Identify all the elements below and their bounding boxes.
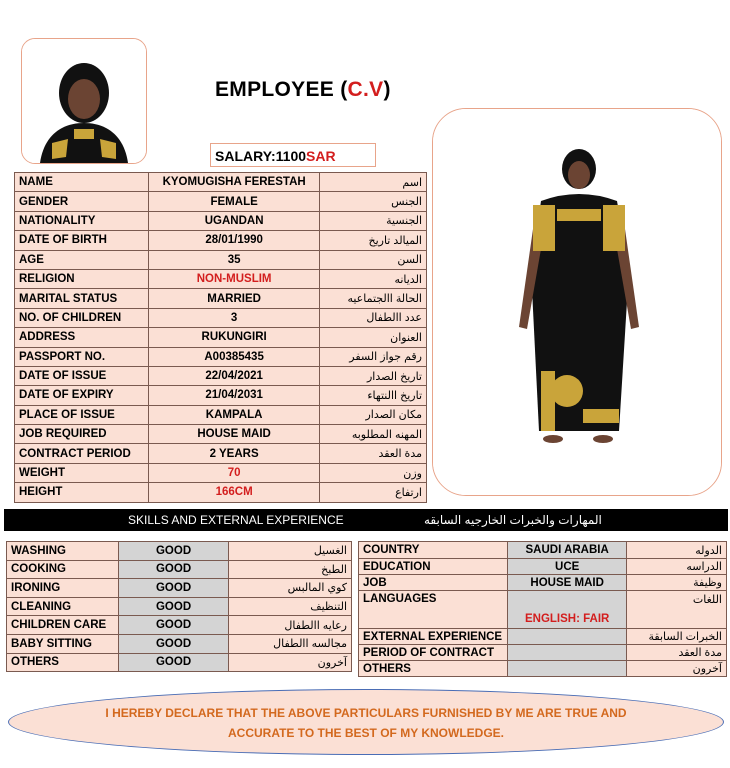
table-row: [15, 386, 427, 405]
exp-value: UCE: [507, 559, 627, 575]
table-row: [15, 483, 427, 502]
table-row: [15, 173, 427, 192]
table-row: [15, 366, 427, 385]
row-label: JOB REQUIRED: [15, 425, 149, 444]
row-label: PASSPORT NO.: [15, 347, 149, 366]
exp-arabic: الخبرات السابقة: [627, 629, 727, 645]
row-value: 22/04/2021: [149, 366, 320, 385]
table-row: [15, 444, 427, 463]
exp-label: COUNTRY: [359, 542, 508, 559]
full-body-image: [433, 109, 721, 495]
row-label: DATE OF BIRTH: [15, 231, 149, 250]
exp-label: EDUCATION: [359, 559, 508, 575]
declaration-box: [8, 689, 724, 755]
row-value: RUKUNGIRI: [149, 328, 320, 347]
row-arabic: المهنه المطلوبه: [319, 425, 426, 444]
row-arabic: عدد االطفال: [319, 308, 426, 327]
table-row: [7, 597, 352, 616]
row-value: 3: [149, 308, 320, 327]
row-arabic: وزن: [319, 463, 426, 482]
salary-currency: SAR: [306, 148, 336, 164]
skill-label: WASHING: [7, 542, 119, 561]
skill-arabic: الطبخ: [229, 560, 352, 579]
row-arabic: رقم جواز السفر: [319, 347, 426, 366]
exp-arabic: الدراسه: [627, 559, 727, 575]
row-arabic: السن: [319, 250, 426, 269]
exp-arabic: الدوله: [627, 542, 727, 559]
table-row: [15, 405, 427, 424]
skill-value: GOOD: [118, 542, 229, 561]
skills-table: [6, 541, 352, 672]
row-value: 70: [149, 463, 320, 482]
row-value: KAMPALA: [149, 405, 320, 424]
row-arabic: الحالة االجتماعيه: [319, 289, 426, 308]
table-row: [15, 425, 427, 444]
skills-header-bar: [4, 509, 728, 531]
table-row: [15, 250, 427, 269]
table-row: [7, 653, 352, 672]
skills-header-english: SKILLS AND EXTERNAL EXPERIENCE: [128, 513, 344, 527]
row-value: 166CM: [149, 483, 320, 502]
exp-arabic: اللغات: [627, 591, 727, 629]
row-label: GENDER: [15, 192, 149, 211]
row-value: 21/04/2031: [149, 386, 320, 405]
skill-arabic: رعايه االطفال: [229, 616, 352, 635]
row-value: FEMALE: [149, 192, 320, 211]
skill-value: GOOD: [118, 616, 229, 635]
row-label: NATIONALITY: [15, 211, 149, 230]
table-row: [359, 575, 727, 591]
exp-label: EXTERNAL EXPERIENCE: [359, 629, 508, 645]
row-arabic: مكان الصدار: [319, 405, 426, 424]
exp-value: ENGLISH: FAIR: [507, 591, 627, 629]
skill-label: IRONING: [7, 579, 119, 598]
row-arabic: اسم: [319, 173, 426, 192]
row-arabic: تاريخ الصدار: [319, 366, 426, 385]
exp-value: [507, 661, 627, 677]
row-label: ADDRESS: [15, 328, 149, 347]
skill-value: GOOD: [118, 634, 229, 653]
declaration-line-1: I HEREBY DECLARE THAT THE ABOVE PARTICULARS FURNISHED BY ME ARE TRUE AND: [105, 706, 627, 720]
row-value: 2 YEARS: [149, 444, 320, 463]
row-arabic: العنوان: [319, 328, 426, 347]
table-row: [15, 328, 427, 347]
salary-box: [210, 143, 376, 167]
row-arabic: تاريخ االنتهاء: [319, 386, 426, 405]
row-label: RELIGION: [15, 269, 149, 288]
page-title: EMPLOYEE (C.V): [215, 78, 391, 101]
table-row: [7, 542, 352, 561]
row-value: NON-MUSLIM: [149, 269, 320, 288]
full-body-photo: [432, 108, 722, 496]
row-label: WEIGHT: [15, 463, 149, 482]
skill-arabic: التنظيف: [229, 597, 352, 616]
skill-value: GOOD: [118, 653, 229, 672]
exp-label: OTHERS: [359, 661, 508, 677]
table-row: [359, 629, 727, 645]
row-arabic: الديانه: [319, 269, 426, 288]
exp-value: [507, 629, 627, 645]
row-label: CONTRACT PERIOD: [15, 444, 149, 463]
table-row: [359, 559, 727, 575]
exp-label: JOB: [359, 575, 508, 591]
exp-value: [507, 645, 627, 661]
exp-value: HOUSE MAID: [507, 575, 627, 591]
skill-label: COOKING: [7, 560, 119, 579]
salary-label: SALARY:1100: [215, 148, 307, 164]
skill-label: CLEANING: [7, 597, 119, 616]
skill-label: OTHERS: [7, 653, 119, 672]
table-row: [15, 231, 427, 250]
table-row: [7, 634, 352, 653]
table-row: [15, 308, 427, 327]
row-label: DATE OF EXPIRY: [15, 386, 149, 405]
skill-value: GOOD: [118, 579, 229, 598]
table-row: [15, 289, 427, 308]
skill-arabic: كوي المالبس: [229, 579, 352, 598]
row-arabic: الجنس: [319, 192, 426, 211]
row-arabic: الميالد تاريخ: [319, 231, 426, 250]
row-arabic: الجنسية: [319, 211, 426, 230]
exp-arabic: آخرون: [627, 661, 727, 677]
row-label: PLACE OF ISSUE: [15, 405, 149, 424]
row-value: KYOMUGISHA FERESTAH: [149, 173, 320, 192]
exp-label: LANGUAGES: [359, 591, 508, 629]
table-row: [359, 661, 727, 677]
table-row: [7, 560, 352, 579]
row-label: NAME: [15, 173, 149, 192]
row-label: MARITAL STATUS: [15, 289, 149, 308]
skills-header-arabic: المهارات والخبرات الخارجيه السابقه: [424, 513, 602, 527]
exp-arabic: وظيفة: [627, 575, 727, 591]
row-value: A00385435: [149, 347, 320, 366]
table-row: [15, 463, 427, 482]
row-arabic: ارتفاع: [319, 483, 426, 502]
table-row: [359, 591, 727, 629]
table-row: [15, 192, 427, 211]
declaration-line-2: ACCURATE TO THE BEST OF MY KNOWLEDGE.: [227, 726, 504, 740]
exp-arabic: مدة العقد: [627, 645, 727, 661]
row-label: NO. OF CHILDREN: [15, 308, 149, 327]
exp-label: PERIOD OF CONTRACT: [359, 645, 508, 661]
row-arabic: مدة العقد: [319, 444, 426, 463]
row-value: HOUSE MAID: [149, 425, 320, 444]
table-row: [359, 542, 727, 559]
table-row: [359, 645, 727, 661]
table-row: [7, 579, 352, 598]
table-row: [15, 211, 427, 230]
skill-label: CHILDREN CARE: [7, 616, 119, 635]
skill-arabic: آخرون: [229, 653, 352, 672]
row-value: UGANDAN: [149, 211, 320, 230]
personal-info-table: [14, 172, 427, 503]
row-value: 28/01/1990: [149, 231, 320, 250]
exp-value: SAUDI ARABIA: [507, 542, 627, 559]
skill-value: GOOD: [118, 597, 229, 616]
row-label: AGE: [15, 250, 149, 269]
skill-value: GOOD: [118, 560, 229, 579]
row-value: MARRIED: [149, 289, 320, 308]
row-label: HEIGHT: [15, 483, 149, 502]
portrait-image: [22, 39, 146, 163]
table-row: [7, 616, 352, 635]
portrait-photo: [21, 38, 147, 164]
table-row: [15, 347, 427, 366]
table-row: [15, 269, 427, 288]
skill-arabic: مجالسه االطفال: [229, 634, 352, 653]
experience-table: [358, 541, 727, 677]
skill-label: BABY SITTING: [7, 634, 119, 653]
row-label: DATE OF ISSUE: [15, 366, 149, 385]
row-value: 35: [149, 250, 320, 269]
skill-arabic: الغسيل: [229, 542, 352, 561]
